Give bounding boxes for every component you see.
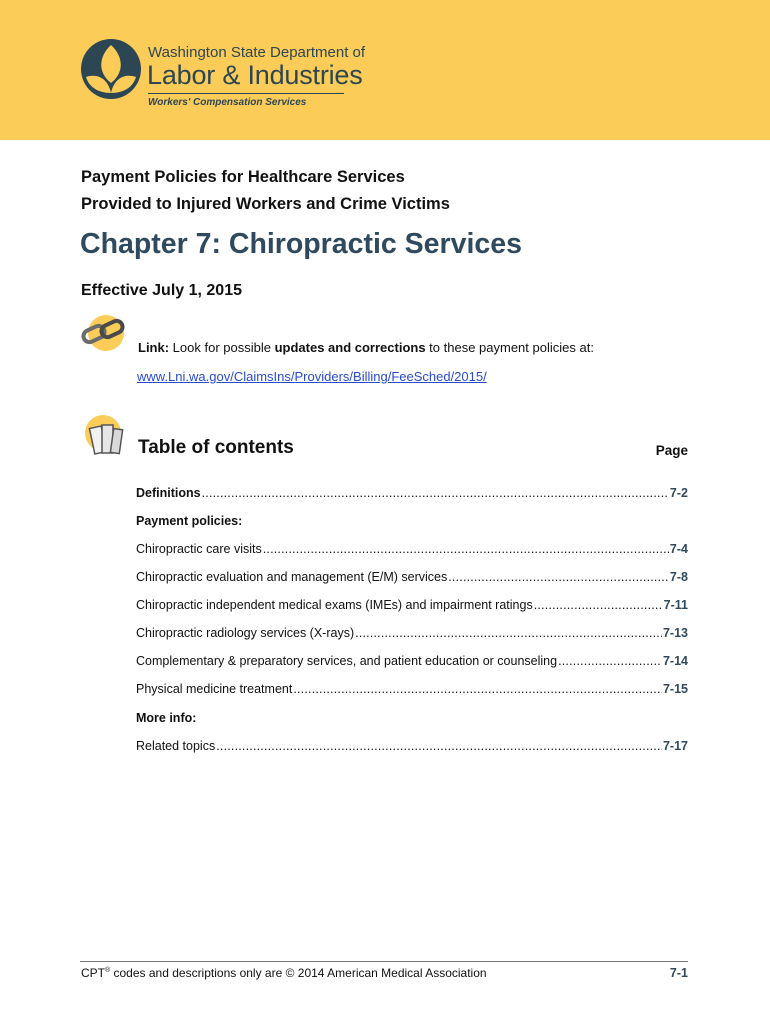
effective-date: Effective July 1, 2015: [81, 282, 242, 299]
toc-dot-leader: [355, 626, 662, 640]
toc-entry-related-topics[interactable]: [136, 739, 688, 757]
toc-entry-label: Chiropractic evaluation and management (E/M) services: [136, 570, 448, 584]
toc-entry-label: Physical medicine treatment: [136, 682, 293, 696]
toc-entry-label: Chiropractic independent medical exams (IMEs) and impairment ratings: [136, 598, 533, 612]
footer-reg-mark: ®: [105, 967, 111, 974]
toc-dot-leader: [558, 654, 662, 668]
toc-dot-leader: [448, 570, 669, 584]
footer-divider: [80, 961, 688, 962]
document-subtitle-line2: Provided to Injured Workers and Crime Victims: [81, 195, 450, 213]
fee-schedule-link[interactable]: www.Lni.wa.gov/ClaimsIns/Providers/Billing/FeeSched/2015/: [137, 369, 487, 384]
books-icon: [83, 413, 127, 459]
org-divider: [148, 93, 344, 94]
toc-dot-leader: [293, 682, 662, 696]
toc-entry[interactable]: [136, 542, 688, 560]
link-text-after: to these payment policies at:: [425, 340, 594, 355]
toc-dot-leader: [263, 542, 669, 556]
toc-entry-page: 7-13: [662, 626, 688, 640]
toc-entry-page: 7-14: [662, 654, 688, 668]
toc-entry[interactable]: [136, 598, 688, 616]
chain-link-icon: [80, 313, 132, 353]
link-bold-text: updates and corrections: [274, 340, 426, 355]
org-name-line2: Labor & Industries: [147, 60, 363, 90]
header-band: [0, 0, 770, 140]
toc-entry-page: 7-4: [669, 542, 688, 556]
toc-entry-page: 7-15: [662, 682, 688, 696]
document-subtitle-line1: Payment Policies for Healthcare Services: [81, 168, 405, 186]
toc-page-label: Page: [655, 443, 688, 458]
toc-entry[interactable]: [136, 570, 688, 588]
toc-dot-leader: [216, 739, 662, 753]
toc-entry[interactable]: [136, 626, 688, 644]
lni-logo-icon: [80, 37, 142, 101]
toc-entry-page: 7-8: [669, 570, 688, 584]
toc-heading-more-info: More info:: [136, 711, 197, 725]
link-text-before: Look for possible: [169, 340, 275, 355]
page-number: 7-1: [669, 966, 688, 980]
link-notice-text: [138, 340, 594, 355]
footer-copyright: [81, 966, 487, 980]
toc-entry-page: 7-17: [662, 739, 688, 753]
toc-entry-label: Definitions: [136, 486, 201, 500]
toc-entry[interactable]: [136, 682, 688, 700]
link-label: Link:: [138, 340, 170, 355]
footer-cpt: CPT: [81, 966, 105, 980]
toc-entry-label: Chiropractic care visits: [136, 542, 262, 556]
toc-title: Table of contents: [138, 437, 294, 458]
toc-heading-payment-policies: Payment policies:: [136, 514, 243, 528]
toc-entry-page: 7-2: [669, 486, 688, 500]
toc-entry-label: Complementary & preparatory services, and patient education or counseling: [136, 654, 558, 668]
toc-entry-label: Chiropractic radiology services (X-rays): [136, 626, 355, 640]
toc-entry-definitions[interactable]: [136, 486, 688, 504]
toc-entry-page: 7-11: [663, 598, 688, 612]
chapter-title: Chapter 7: Chiropractic Services: [80, 228, 522, 260]
org-division: Workers' Compensation Services: [148, 97, 307, 108]
footer-notice: codes and descriptions only are © 2014 American Medical Association: [110, 966, 487, 980]
toc-entry-label: Related topics: [136, 739, 216, 753]
toc-dot-leader: [534, 598, 663, 612]
org-name-line1: Washington State Department of: [148, 44, 366, 61]
toc-dot-leader: [202, 486, 669, 500]
toc-entry[interactable]: [136, 654, 688, 672]
